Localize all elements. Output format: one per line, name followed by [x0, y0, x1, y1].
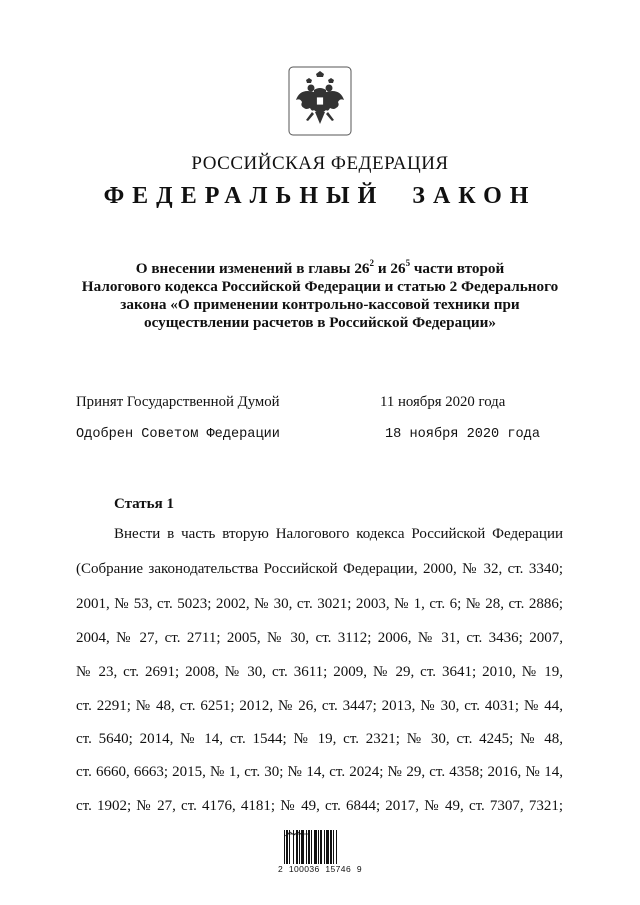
law-title: [60, 257, 580, 332]
article-line: 2004, № 27, ст. 2711; 2005, № 30, ст. 3112; 2006, № 31, ст. 3436; 2007,: [76, 630, 563, 646]
article-line: ст. 6660, 6663; 2015, № 1, ст. 30; № 14, ст. 2024; № 29, ст. 4358; 2016, № 14,: [76, 764, 563, 780]
country-name: РОССИЙСКАЯ ФЕДЕРАЦИЯ: [191, 153, 449, 174]
adopted-label: Принят Государственной Думой: [76, 394, 280, 410]
article-line: Внести в часть вторую Налогового кодекса Российской Федерации: [114, 526, 563, 542]
double-headed-eagle-icon: [288, 66, 352, 136]
article-line: ст. 1902; № 27, ст. 4176, 4181; № 49, ст. 6844; 2017, № 49, ст. 7307, 7321;: [76, 798, 563, 814]
article-line: 2001, № 53, ст. 5023; 2002, № 30, ст. 3021; 2003, № 1, ст. 6; № 28, ст. 2886;: [76, 596, 563, 612]
approved-date: 18 ноября 2020 года: [385, 427, 540, 442]
article-line: ст. 5640; 2014, № 14, ст. 1544; № 19, ст. 2321; № 30, ст. 4245; № 48,: [76, 731, 563, 747]
article-heading: Статья 1: [114, 496, 174, 512]
article-line: (Собрание законодательства Российской Федерации, 2000, № 32, ст. 3340;: [76, 561, 563, 577]
article-line: № 23, ст. 2691; 2008, № 30, ст. 3611; 2009, № 29, ст. 3641; 2010, № 19,: [76, 664, 563, 680]
barcode-bars: [283, 830, 355, 864]
approved-label: Одобрен Советом Федерации: [76, 427, 280, 442]
barcode: [283, 830, 355, 864]
law-type: ФЕДЕРАЛЬНЫЙ ЗАКОН: [103, 183, 537, 209]
title-line-3: закона «О применении контрольно-кассовой техники при: [120, 296, 520, 313]
title-line-4: осуществлении расчетов в Российской Федерации»: [143, 314, 497, 331]
coat-of-arms-emblem: [288, 66, 352, 136]
title-line-2: Налогового кодекса Российской Федерации и статью 2 Федерального: [81, 278, 559, 295]
adopted-date: 11 ноября 2020 года: [380, 394, 506, 410]
article-line: ст. 2291; № 48, ст. 6251; 2012, № 26, ст. 3447; 2013, № 30, ст. 4031; № 44,: [76, 698, 563, 714]
barcode-number: 2 100036 15746 9: [278, 864, 362, 874]
title-line-1: О внесении изменений в главы $26^2$ и $26^5$ части второй: [135, 257, 505, 277]
